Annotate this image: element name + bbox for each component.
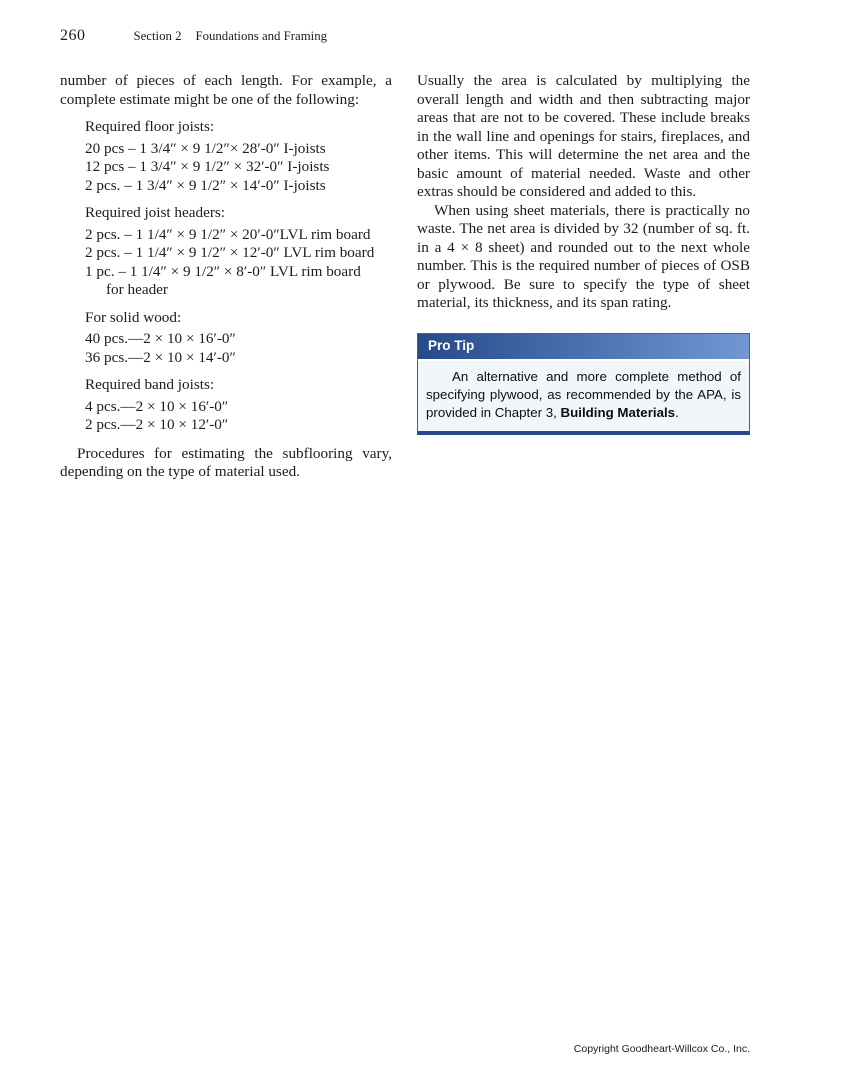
list-item: 36 pcs.—2 × 10 × 14′-0″ (85, 348, 236, 366)
pro-tip-header (418, 334, 749, 362)
section-heading (134, 29, 328, 44)
intro-paragraph: number of pieces of each length. For example, a complete estimate might be one of the following: (60, 72, 392, 108)
list-item: 40 pcs.—2 × 10 × 16′-0″ (85, 330, 236, 347)
list-item-continuation: for header (106, 281, 168, 298)
list-item: 2 pcs.—2 × 10 × 12′-0″ (85, 416, 229, 433)
pro-tip-text: An alternative and more complete method of specifying plywood, as recommended by the APA, is provided in Chapter 3, (426, 369, 741, 420)
body-paragraph: When using sheet materials, there is practically no waste. The net area is divided by 32 (number of sq. ft. in a 4 × 8 sheet) and rounded out to the next whole number. This is the required number of pieces of OSB or plywood. Be sure to specify the type of sheet material, its thickness, and its span rating. (417, 201, 750, 311)
spec-block-joist-headers (85, 204, 392, 300)
left-column (60, 72, 392, 482)
list-heading: Required band joists: (85, 376, 215, 393)
body-paragraph: Usually the area is calculated by multiplying the overall length and width and then subtracting major areas that are not to be covered. These include breaks in the wall line and openings for stairs, fireplaces, and other items. This will determine the net area and the basic amount of material needed. Waste and other extras should be considered and added to this. (417, 72, 750, 200)
page-content (60, 72, 750, 482)
pro-tip-box (417, 333, 750, 436)
list-item: 2 pcs. – 1 1/4″ × 9 1/2″ × 12′-0″ LVL rim board (85, 244, 375, 261)
list-item: 20 pcs – 1 3/4″ × 9 1/2″× 28′-0″ I-joists (85, 139, 326, 157)
list-item: 2 pcs. – 1 3/4″ × 9 1/2″ × 14′-0″ I-joists (85, 176, 326, 194)
copyright-notice: Copyright Goodheart-Willcox Co., Inc. (573, 1043, 750, 1055)
pro-tip-bold-reference: Building Materials (560, 405, 676, 420)
pro-tip-body (418, 361, 749, 431)
page-header (60, 27, 327, 45)
list-heading: Required floor joists: (85, 118, 215, 135)
right-column (417, 72, 750, 482)
page-number: 260 (60, 27, 86, 44)
section-title: Foundations and Framing (195, 29, 328, 43)
list-heading: For solid wood: (85, 308, 182, 326)
list-item: 12 pcs – 1 3/4″ × 9 1/2″ × 32′-0″ I-joists (85, 158, 330, 175)
spec-block-floor-joists (85, 118, 392, 195)
section-label: Section 2 (133, 29, 182, 43)
list-item: 4 pcs.—2 × 10 × 16′-0″ (85, 397, 229, 415)
closing-paragraph: Procedures for estimating the subflooring vary, depending on the type of material used. (60, 444, 392, 480)
spec-block-band-joists (85, 376, 392, 435)
list-heading: Required joist headers: (85, 204, 226, 221)
pro-tip-text-end: . (675, 405, 679, 420)
pro-tip-title: Pro Tip (428, 337, 475, 353)
spec-block-solid-wood (85, 309, 392, 368)
list-item: 1 pc. – 1 1/4″ × 9 1/2″ × 8′-0″ LVL rim board (85, 262, 361, 280)
list-item: 2 pcs. – 1 1/4″ × 9 1/2″ × 20′-0″LVL rim board (85, 225, 371, 243)
